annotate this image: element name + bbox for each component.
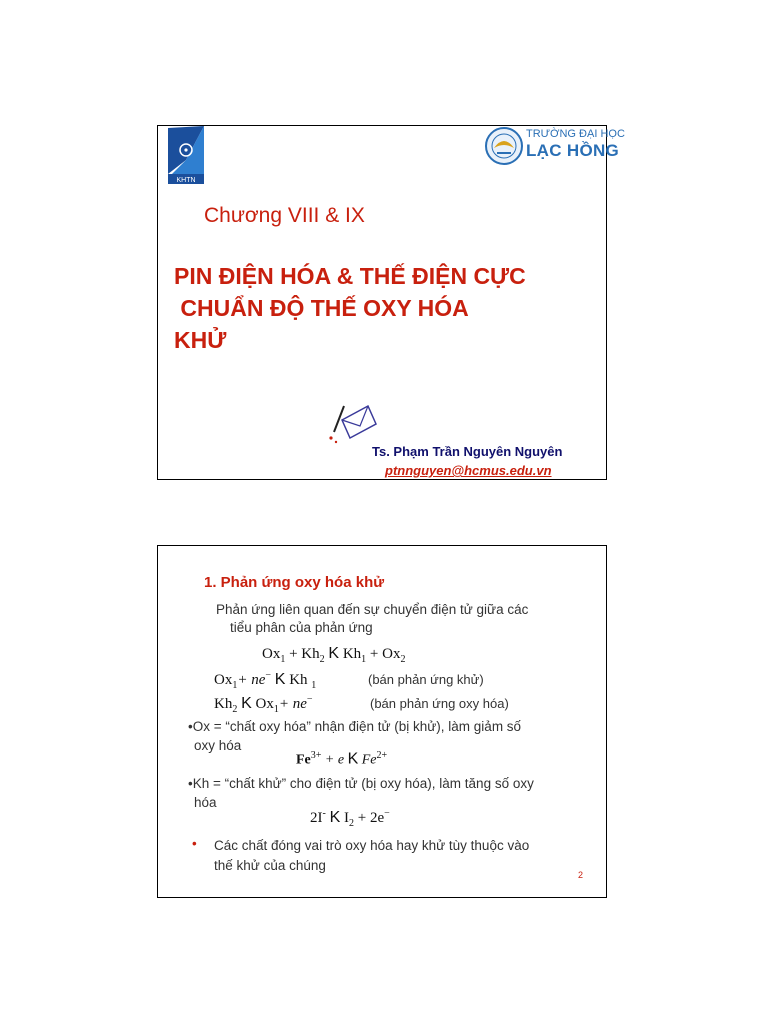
eq-sub: 1 — [273, 704, 279, 715]
eq-term: Kh — [289, 672, 308, 688]
equilibrium-arrow-icon: K — [329, 809, 341, 826]
eq-term: + ne — [278, 696, 307, 712]
eq-term: Kh — [214, 696, 233, 712]
lac-hong-emblem-icon — [484, 126, 524, 166]
eq-term: Ox — [255, 696, 274, 712]
khtn-label: KHTN — [176, 177, 196, 184]
title-line-2: CHUẨN ĐỘ THẾ OXY HÓA — [174, 295, 469, 321]
main-redox-equation — [262, 645, 405, 665]
author-name: Ts. Phạm Trần Nguyên Nguyên — [372, 444, 563, 459]
eq-sup: − — [306, 694, 313, 705]
title-line-1: PIN ĐIỆN HÓA & THẾ ĐIỆN CỰC — [174, 263, 526, 289]
chapter-label: Chương VIII & IX — [204, 204, 365, 227]
eq-sub: 2 — [400, 654, 406, 665]
oxidant-definition-line-2: oxy hóa — [194, 738, 242, 753]
reductant-definition-line-2: hóa — [194, 795, 217, 810]
eq-term: + ne — [237, 672, 266, 688]
equilibrium-arrow-icon: K — [241, 695, 252, 712]
intro-line-2: tiểu phân của phản ứng — [230, 620, 373, 635]
reductant-definition-line-1: •Kh = “chất khử” cho điện tử (bị oxy hóa), làm tăng số oxy — [188, 776, 534, 791]
content-slide — [157, 545, 607, 898]
title-slide — [157, 125, 625, 480]
eq-sup: 3+ — [310, 750, 322, 761]
iron-equation — [296, 750, 387, 769]
author-email-link[interactable]: ptnnguyen@hcmus.edu.vn — [385, 463, 552, 478]
equilibrium-arrow-icon: K — [347, 750, 359, 768]
oxidant-definition-line-1: •Ox = “chất oxy hóa” nhận điện tử (bị khử), làm giảm số — [188, 719, 522, 734]
equilibrium-arrow-icon: K — [274, 671, 286, 688]
section-heading: 1. Phản ứng oxy hóa khử — [204, 574, 385, 591]
eq-sup: - — [322, 808, 326, 819]
equilibrium-arrow-icon: K — [328, 645, 340, 662]
eq-sup: − — [265, 670, 272, 681]
eq-term: I — [344, 810, 350, 826]
page-number: 2 — [578, 870, 584, 880]
eq-sub: 2 — [319, 654, 325, 665]
eq-sub: 2 — [232, 704, 238, 715]
eq-term: + Kh — [285, 646, 320, 662]
logo-university-name: LẠC HỒNG — [526, 141, 620, 160]
conclusion-line-1: Các chất đóng vai trò oxy hóa hay khử tùy thuộc vào — [214, 838, 530, 853]
khtn-logo — [164, 126, 206, 184]
eq-term: Ox — [262, 646, 281, 662]
envelope-pen-icon — [324, 402, 378, 446]
eq-term: 2I — [310, 810, 323, 826]
eq-term: Fe — [361, 752, 377, 768]
eq-sup: − — [384, 808, 390, 819]
eq-term: + 2e — [354, 810, 385, 826]
eq-term: + e — [321, 752, 348, 768]
eq-sub: 1 — [232, 680, 238, 691]
title-line-3: KHỬ — [174, 327, 227, 353]
intro-line-1: Phản ứng liên quan đến sự chuyển điện tử giữa các — [216, 602, 529, 617]
conclusion-line-2: thế khử của chúng — [214, 858, 326, 873]
bullet-icon: • — [192, 836, 197, 851]
slide-title — [174, 260, 604, 356]
eq-term: Ox — [214, 672, 233, 688]
reduction-note: (bán phản ứng khử) — [368, 672, 484, 687]
eq-sub: 2 — [349, 818, 355, 829]
eq-sup: 2+ — [376, 750, 388, 761]
logo-university-label: TRƯỜNG ĐẠI HỌC — [526, 128, 625, 140]
eq-term: Kh — [342, 646, 362, 662]
eq-sub: 1 — [311, 680, 317, 691]
oxidation-note: (bán phản ứng oxy hóa) — [370, 696, 509, 711]
eq-sub: 1 — [361, 654, 367, 665]
eq-sub: 1 — [280, 654, 286, 665]
eq-term: + Ox — [366, 646, 401, 662]
iodide-equation — [310, 808, 390, 829]
reduction-half-equation — [214, 670, 316, 691]
oxidation-half-equation — [214, 694, 313, 715]
lac-hong-logo — [484, 126, 625, 166]
eq-term: Fe — [296, 752, 311, 768]
